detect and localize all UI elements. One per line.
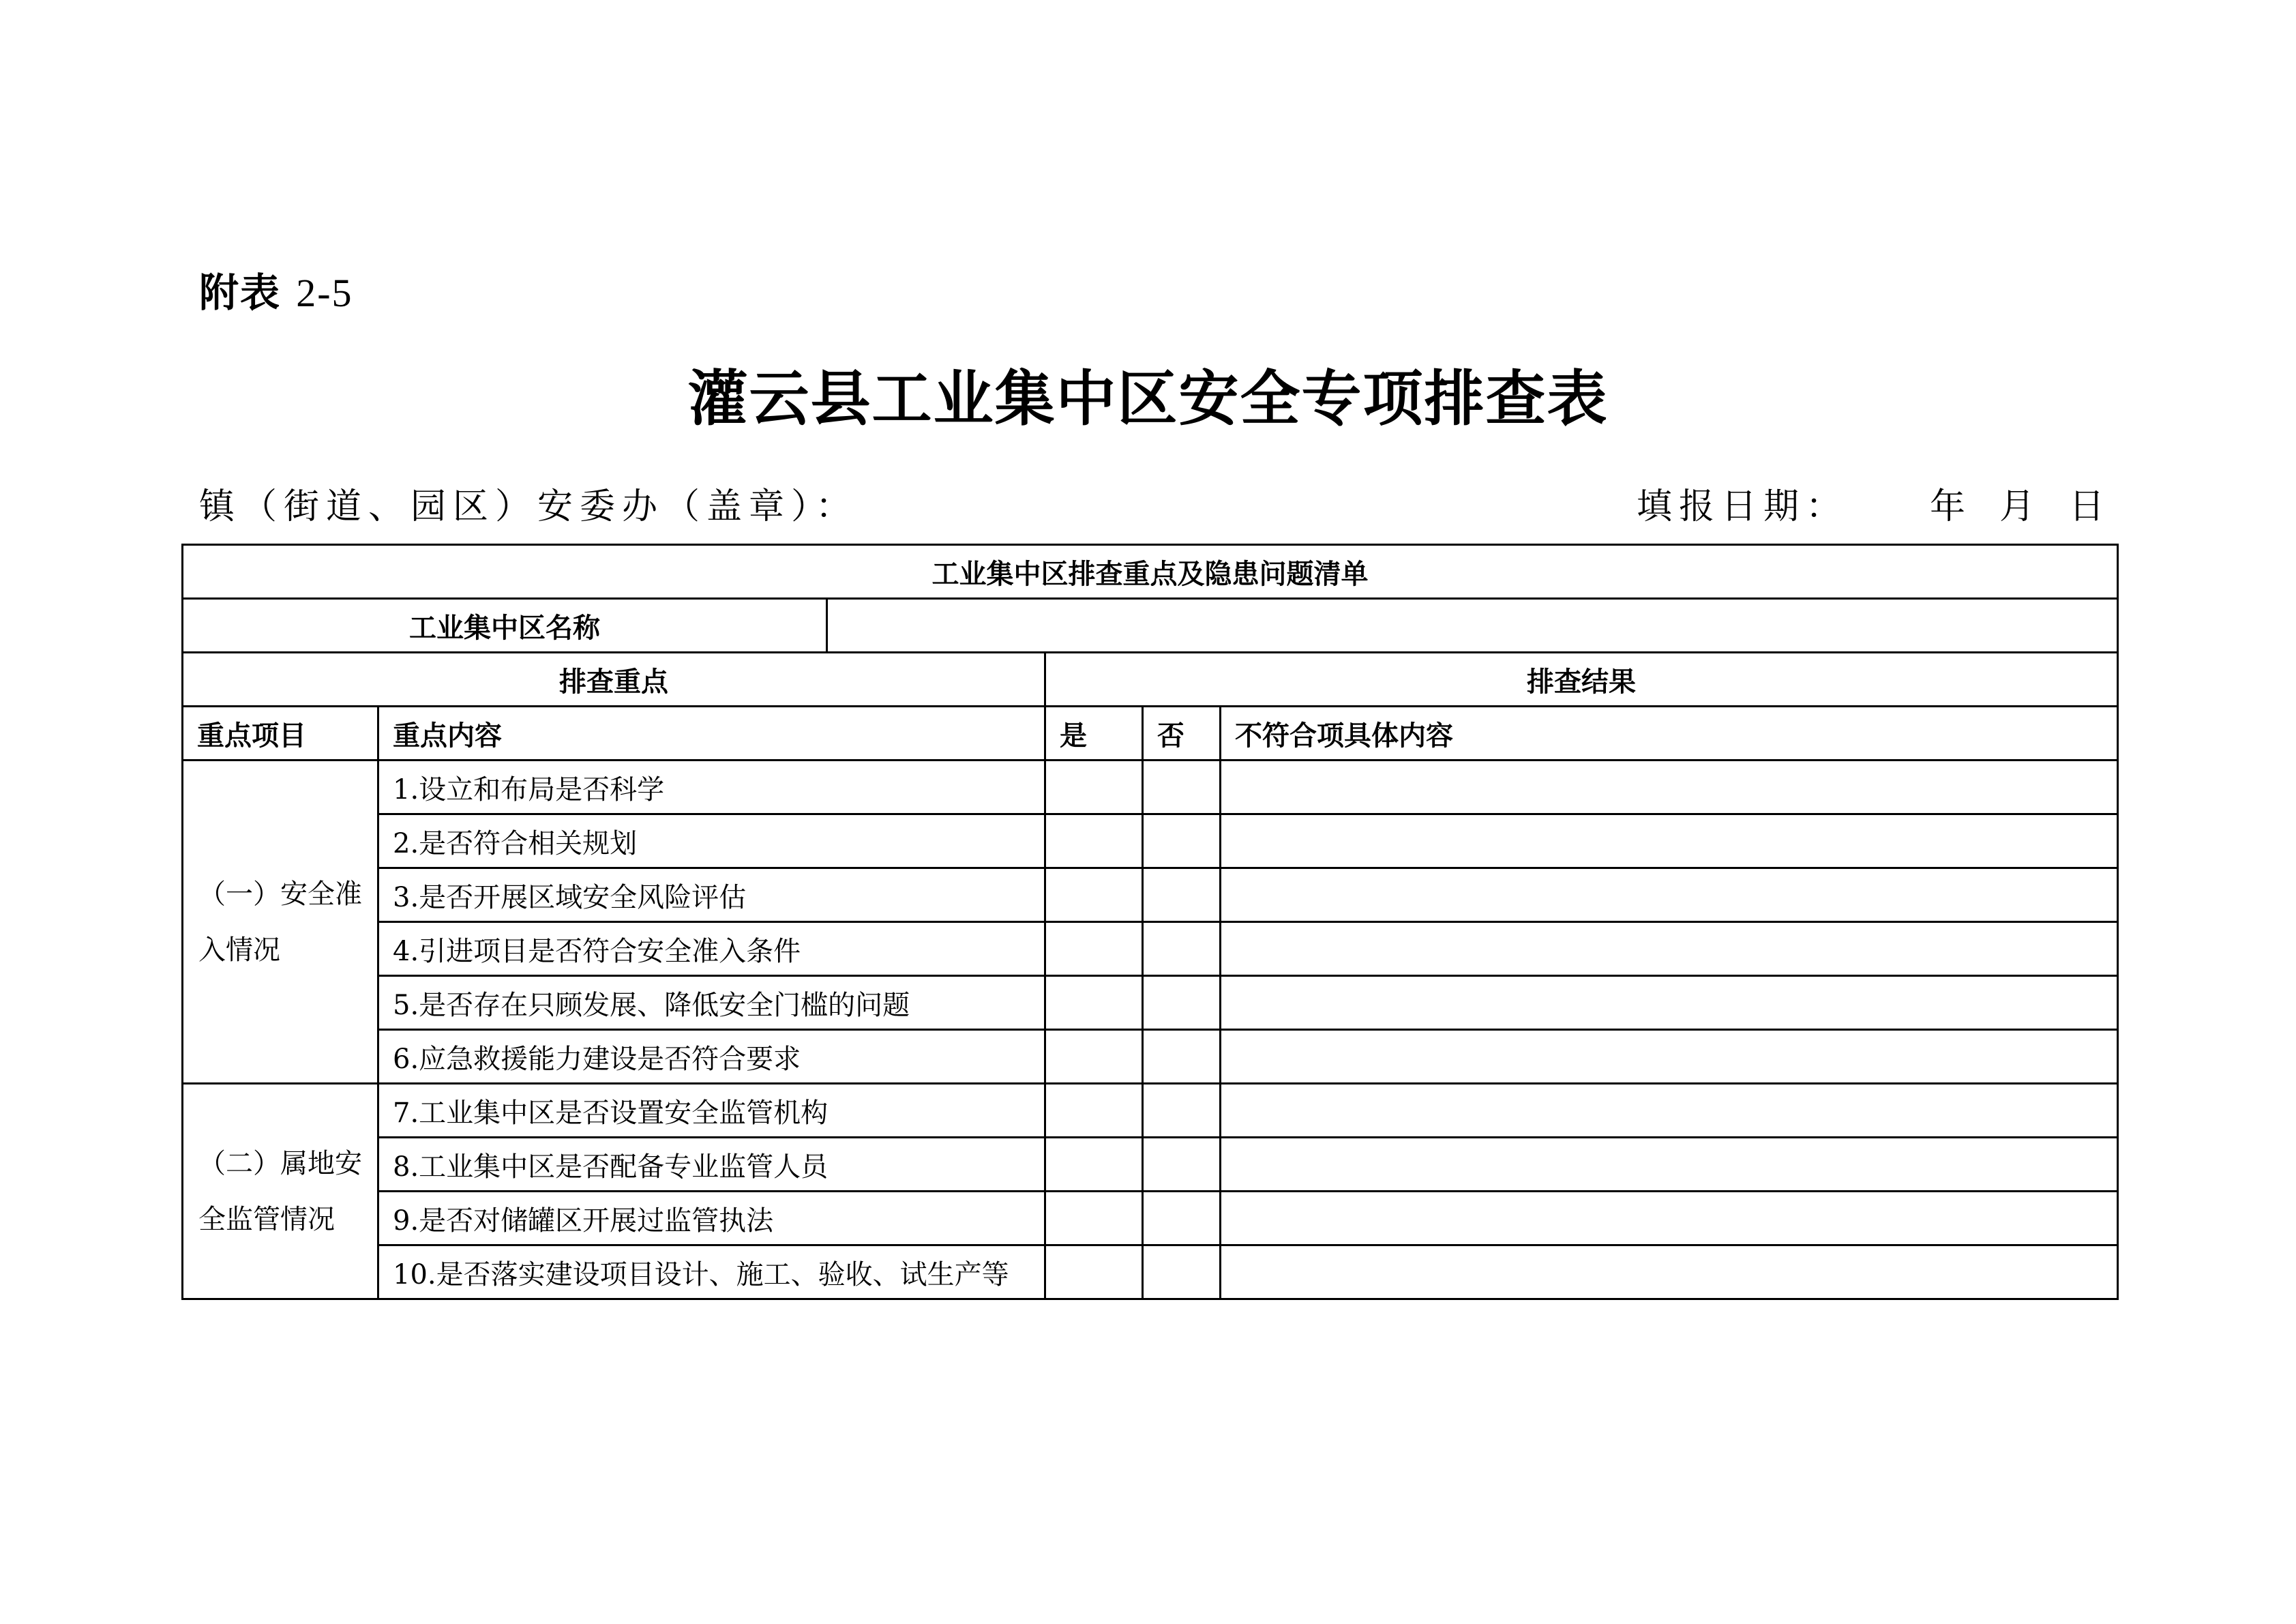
- yes-cell[interactable]: [1045, 814, 1143, 868]
- item-content: 8.工业集中区是否配备专业监管人员: [378, 1138, 1045, 1192]
- yes-cell[interactable]: [1045, 1138, 1143, 1192]
- fill-date-label: 填报日期：: [1637, 486, 1849, 527]
- yes-cell[interactable]: [1045, 922, 1143, 976]
- table-row: [183, 1084, 2118, 1138]
- item-content: 3.是否开展区域安全风险评估: [378, 868, 1045, 922]
- no-cell[interactable]: [1143, 1192, 1221, 1245]
- yes-cell[interactable]: [1045, 976, 1143, 1030]
- no-cell[interactable]: [1143, 922, 1221, 976]
- table-row: [183, 814, 2118, 868]
- detail-cell[interactable]: [1221, 1138, 2118, 1192]
- col-header-detail: 不符合项具体内容: [1221, 707, 2118, 761]
- detail-cell[interactable]: [1221, 1084, 2118, 1138]
- unit-seal-label: 镇（街道、园区）安委办（盖章）：: [199, 486, 859, 527]
- yes-cell[interactable]: [1045, 1245, 1143, 1299]
- item-content: 2.是否符合相关规划: [378, 814, 1045, 868]
- date-year-label: 年: [1930, 486, 1973, 527]
- item-content: 5.是否存在只顾发展、降低安全门槛的问题: [378, 976, 1045, 1030]
- fill-date: [1637, 477, 2111, 529]
- item-content: 7.工业集中区是否设置安全监管机构: [378, 1084, 1045, 1138]
- col-header-content: 重点内容: [378, 707, 1045, 761]
- detail-cell[interactable]: [1221, 868, 2118, 922]
- page-title: 灌云县工业集中区安全专项排查表: [687, 363, 1609, 434]
- detail-cell[interactable]: [1221, 1245, 2118, 1299]
- appendix-prefix: 附表: [199, 269, 282, 316]
- category-cell: （一）安全准入情况: [183, 761, 378, 1084]
- no-cell[interactable]: [1143, 868, 1221, 922]
- col-header-yes: 是: [1045, 707, 1143, 761]
- table-row: [183, 976, 2118, 1030]
- no-cell[interactable]: [1143, 1245, 1221, 1299]
- no-cell[interactable]: [1143, 1030, 1221, 1084]
- table-caption-row: [183, 545, 2118, 599]
- column-header-row: [183, 707, 2118, 761]
- table-row: [183, 922, 2118, 976]
- detail-cell[interactable]: [1221, 976, 2118, 1030]
- no-cell[interactable]: [1143, 1138, 1221, 1192]
- inspection-table: [181, 544, 2119, 1300]
- detail-cell[interactable]: [1221, 1030, 2118, 1084]
- park-name-row: [183, 599, 2118, 653]
- no-cell[interactable]: [1143, 976, 1221, 1030]
- no-cell[interactable]: [1143, 1084, 1221, 1138]
- detail-cell[interactable]: [1221, 814, 2118, 868]
- no-cell[interactable]: [1143, 761, 1221, 814]
- appendix-number: 2-5: [296, 271, 353, 315]
- table-row: [183, 1192, 2118, 1245]
- table-row: [183, 1138, 2118, 1192]
- no-cell[interactable]: [1143, 814, 1221, 868]
- item-content: 4.引进项目是否符合安全准入条件: [378, 922, 1045, 976]
- detail-cell[interactable]: [1221, 1192, 2118, 1245]
- category-cell: （二）属地安全监管情况: [183, 1084, 378, 1299]
- table-caption: 工业集中区排查重点及隐患问题清单: [183, 545, 2118, 599]
- group-header-focus: 排查重点: [183, 653, 1045, 707]
- park-name-label: 工业集中区名称: [183, 599, 827, 653]
- table-row: [183, 1245, 2118, 1299]
- date-month-label: 月: [1999, 486, 2042, 527]
- detail-cell[interactable]: [1221, 761, 2118, 814]
- yes-cell[interactable]: [1045, 1030, 1143, 1084]
- group-header-result: 排查结果: [1045, 653, 2118, 707]
- item-content: 6.应急救援能力建设是否符合要求: [378, 1030, 1045, 1084]
- yes-cell[interactable]: [1045, 761, 1143, 814]
- table-row: [183, 1030, 2118, 1084]
- col-header-category: 重点项目: [183, 707, 378, 761]
- item-content: 9.是否对储罐区开展过监管执法: [378, 1192, 1045, 1245]
- item-content: 10.是否落实建设项目设计、施工、验收、试生产等: [378, 1245, 1045, 1299]
- appendix-label: [199, 261, 353, 318]
- yes-cell[interactable]: [1045, 1084, 1143, 1138]
- date-day-label: 日: [2069, 486, 2112, 527]
- group-header-row: [183, 653, 2118, 707]
- park-name-field[interactable]: [827, 599, 2118, 653]
- item-content: 1.设立和布局是否科学: [378, 761, 1045, 814]
- col-header-no: 否: [1143, 707, 1221, 761]
- table-row: [183, 761, 2118, 814]
- detail-cell[interactable]: [1221, 922, 2118, 976]
- yes-cell[interactable]: [1045, 1192, 1143, 1245]
- yes-cell[interactable]: [1045, 868, 1143, 922]
- table-row: [183, 868, 2118, 922]
